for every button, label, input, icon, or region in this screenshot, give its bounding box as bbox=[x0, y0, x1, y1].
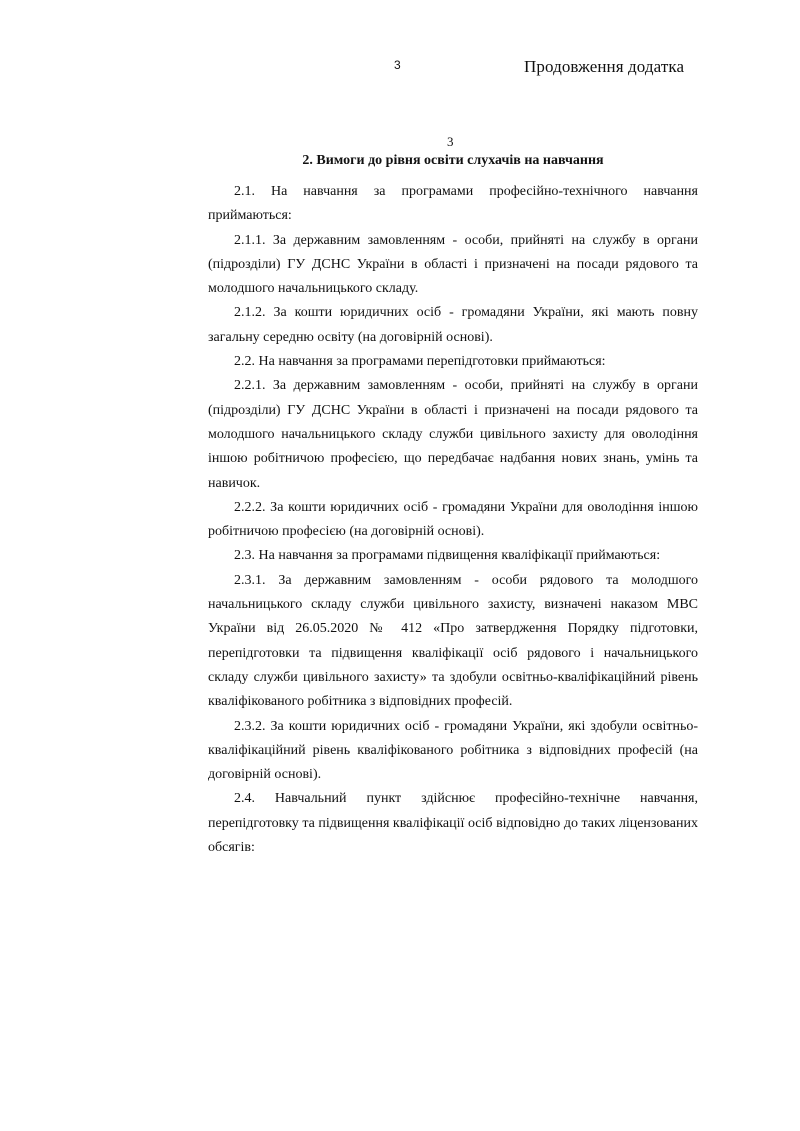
paragraph-2-3-1: 2.3.1. За державним замовленням - особи рядового та молодшого начальницького складу служби цивільного захисту, визначені наказом МВС України від 26.05.2020 № 412 «Про затвердження Порядку підготовки, перепідготовки та підвищення кваліфікації осіб рядового і начальницького складу служби цивільного захисту» та здобули освітньо-кваліфікаційний рівень кваліфікованого робітника з відповідних професій. bbox=[208, 572, 698, 710]
paragraph-2-3-2: 2.3.2. За кошти юридичних осіб - громадяни України, які здобули освітньо-кваліфікаційний рівень кваліфікованого робітника з відповідних професій (на договірній основі). bbox=[208, 718, 698, 783]
paragraph-2-2: 2.2. На навчання за програмами перепідготовки приймаються: bbox=[234, 354, 606, 370]
section-title: 2. Вимоги до рівня освіти слухачів на навчання bbox=[302, 153, 604, 168]
paragraph-2-2-1: 2.2.1. За державним замовленням - особи, прийняті на службу в органи (підрозділи) ГУ ДСНС України в області і призначені на посади рядового та молодшого начальницького складу служби цивільного захисту для оволодіння іншою робітничою професією, що передбачає надбання нових знань, умінь та навичок. bbox=[208, 378, 698, 491]
paragraph-2-4: 2.4. Навчальний пункт здійснює професійно-технічне навчання, перепідготовку та підвищення кваліфікації осіб відповідно до таких ліцензованих обсягів: bbox=[208, 791, 698, 856]
page-number-top: 3 bbox=[394, 58, 401, 72]
paragraph-2-2-2: 2.2.2. За кошти юридичних осіб - громадяни України для оволодіння іншою робітничою професією (на договірній основі). bbox=[208, 499, 698, 540]
page-number-mid: 3 bbox=[447, 134, 454, 149]
paragraph-2-1-2: 2.1.2. За кошти юридичних осіб - громадяни України, які мають повну загальну середню освіту (на договірній основі). bbox=[208, 305, 698, 345]
continuation-label: Продовження додатка bbox=[524, 57, 685, 76]
paragraph-2-1-1: 2.1.1. За державним замовленням - особи, прийняті на службу в органи (підрозділи) ГУ ДСНС України в області і призначені на посади рядового та молодшого начальницького складу. bbox=[208, 232, 698, 297]
paragraph-2-3: 2.3. На навчання за програмами підвищення кваліфікації приймаються: bbox=[234, 548, 661, 564]
document-body bbox=[208, 180, 698, 860]
paragraph-2-1: 2.1. На навчання за програмами професійно-технічного навчання приймаються: bbox=[208, 184, 698, 224]
